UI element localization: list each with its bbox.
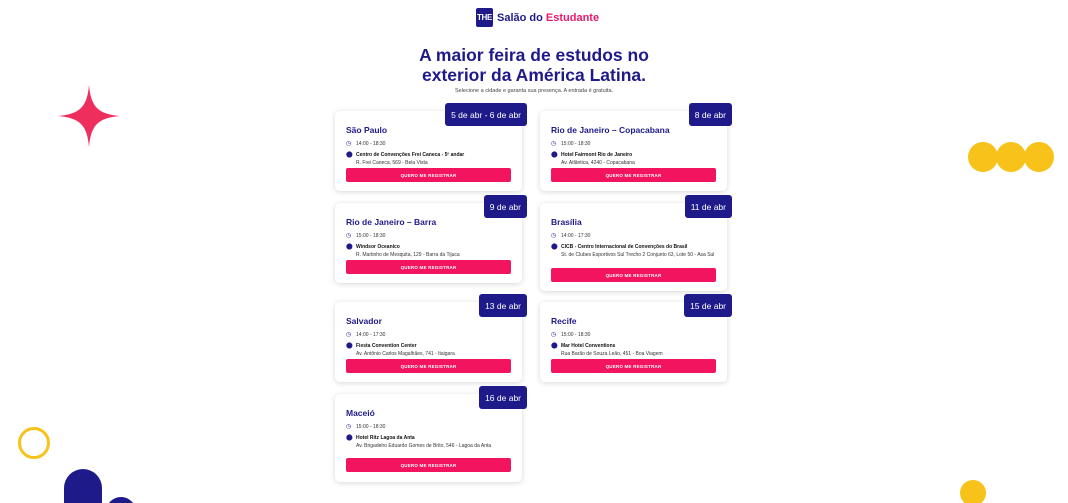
event-time: 14:00 - 18:30: [356, 141, 386, 147]
register-button[interactable]: QUERO ME REGISTRAR: [346, 359, 511, 373]
brand-name: Salão do Estudante: [497, 11, 600, 24]
yellow-ring-decoration: [18, 427, 50, 459]
clock-icon: ◷: [551, 141, 557, 147]
event-time: 15:00 - 18:30: [561, 141, 591, 147]
venue-address: Av. Antônio Carlos Magalhães, 741 - Itaigara: [356, 350, 455, 357]
city-name: São Paulo: [346, 125, 388, 135]
date-badge: 16 de abr: [479, 386, 527, 409]
event-card-rio-barra: [335, 203, 522, 283]
venue-name: Fiesta Convention Center: [356, 343, 417, 349]
city-name: Rio de Janeiro – Barra: [346, 217, 437, 227]
date-badge: 11 de abr: [685, 195, 732, 218]
sparkle-star-decoration: [58, 85, 120, 147]
venue-name: Centro de Convenções Frei Caneca - 5º andar: [356, 152, 465, 158]
event-card-recife: [540, 302, 727, 382]
register-button[interactable]: QUERO ME REGISTRAR: [551, 268, 716, 282]
location-pin-icon: ⬤: [551, 244, 558, 250]
location-pin-icon: ⬤: [346, 343, 353, 349]
venue-address: St. de Clubes Esportivos Sul Trecho 2 Conjunto 63, Lote 50 - Asa Sul: [561, 251, 715, 258]
date-badge: 5 de abr - 6 de abr: [445, 103, 527, 126]
city-name: Rio de Janeiro – Copacabana: [551, 125, 670, 135]
location-pin-icon: ⬤: [346, 244, 353, 250]
location-pin-icon: ⬤: [346, 435, 353, 441]
venue-address: Av. Atlântica, 4240 - Copacabana: [561, 159, 635, 166]
location-pin-icon: ⬤: [346, 152, 353, 158]
date-badge: 8 de abr: [689, 103, 732, 126]
venue-name: Mar Hotel Conventions: [561, 343, 616, 349]
clock-icon: ◷: [551, 233, 557, 239]
register-button[interactable]: QUERO ME REGISTRAR: [551, 359, 716, 373]
logo-mark: THE: [476, 8, 493, 27]
register-button[interactable]: QUERO ME REGISTRAR: [551, 168, 716, 182]
city-name: Maceió: [346, 408, 375, 418]
date-badge: 13 de abr: [479, 294, 527, 317]
date-badge: 15 de abr: [684, 294, 732, 317]
date-badge: 9 de abr: [484, 195, 527, 218]
venue-address: Rua Barão de Souza Leão, 451 - Boa Viagem: [561, 350, 663, 357]
venue-name: CICB - Centro Internacional de Convenções do Brasil: [561, 244, 688, 250]
venue-name: Hotel Ritz Lagoa da Anta: [356, 435, 415, 441]
register-button[interactable]: QUERO ME REGISTRAR: [346, 458, 511, 472]
city-name: Brasília: [551, 217, 582, 227]
venue-address: Av. Brigadeiro Eduardo Gomes de Brito, 546 - Lagoa da Anta: [356, 442, 492, 449]
register-button[interactable]: QUERO ME REGISTRAR: [346, 260, 511, 274]
navy-shape-decoration-small: [106, 497, 136, 503]
clock-icon: ◷: [346, 141, 352, 147]
city-name: Recife: [551, 316, 577, 326]
yellow-dots-decoration: [968, 142, 1052, 172]
clock-icon: ◷: [346, 332, 352, 338]
yellow-circle-decoration: [960, 480, 986, 503]
page-subtitle: Selecione a cidade e garanta sua presença. A entrada é gratuita.: [454, 88, 614, 94]
venue-name: Windsor Oceanico: [356, 244, 400, 250]
clock-icon: ◷: [346, 233, 352, 239]
event-card-sao-paulo: [335, 111, 522, 191]
event-time: 14:00 - 17:30: [561, 233, 591, 239]
event-card-brasilia: [540, 203, 727, 291]
venue-address: R. Frei Caneca, 569 - Bela Vista: [356, 159, 428, 166]
venue-name: Hotel Fairmont Rio de Janeiro: [561, 152, 633, 158]
register-button[interactable]: QUERO ME REGISTRAR: [346, 168, 511, 182]
brand-logo[interactable]: [476, 8, 599, 27]
venue-address: R. Martinho de Mesquita, 129 - Barra da Tijuca: [356, 251, 460, 258]
event-time: 15:00 - 18:30: [356, 233, 386, 239]
location-pin-icon: ⬤: [551, 152, 558, 158]
city-name: Salvador: [346, 316, 382, 326]
event-card-rio-copacabana: [540, 111, 727, 191]
navy-shape-decoration: [64, 469, 102, 503]
clock-icon: ◷: [346, 424, 352, 430]
clock-icon: ◷: [551, 332, 557, 338]
event-time: 14:00 - 17:30: [356, 332, 386, 338]
page-headline: A maior feira de estudos no exterior da América Latina.: [419, 45, 649, 85]
event-card-maceio: [335, 394, 522, 482]
event-time: 15:00 - 18:30: [356, 424, 386, 430]
event-card-salvador: [335, 302, 522, 382]
location-pin-icon: ⬤: [551, 343, 558, 349]
event-time: 15:00 - 18:30: [561, 332, 591, 338]
